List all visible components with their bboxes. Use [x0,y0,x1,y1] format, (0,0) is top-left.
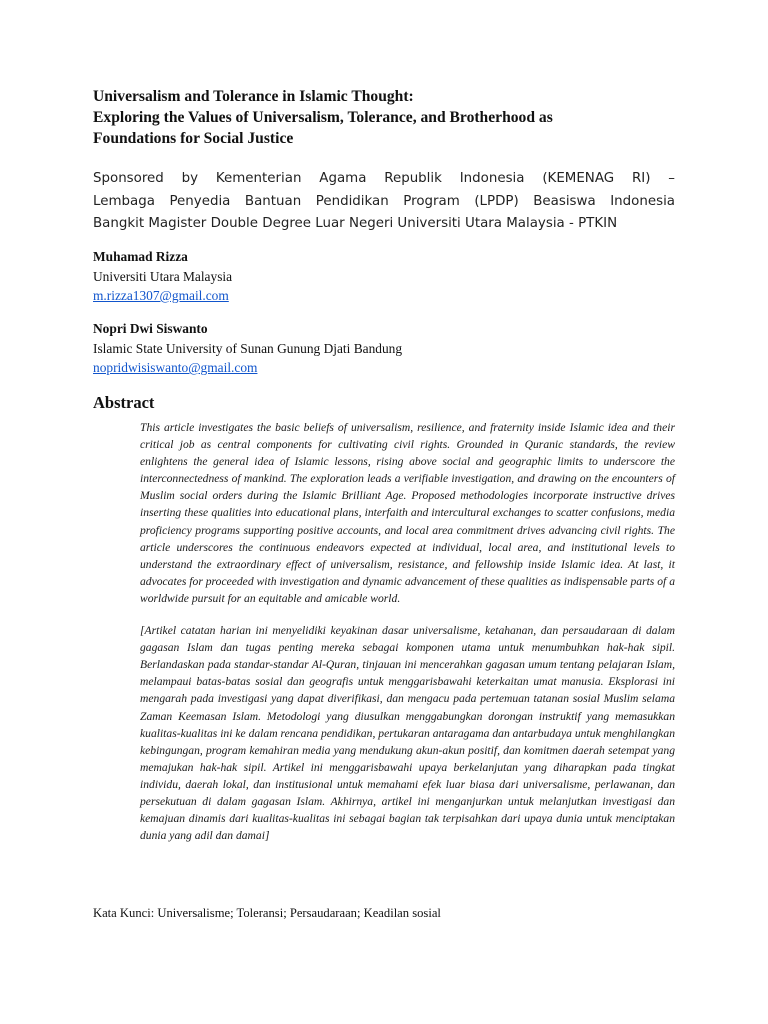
sponsor-statement [93,168,675,236]
author-email-link[interactable]: nopridwisiswanto@gmail.com [93,360,258,375]
title-line-2: Exploring the Values of Universalism, Tolerance, and Brotherhood as [93,109,553,126]
sponsor-line-1: Sponsored by Kementerian Agama Republik Indonesia (KEMENAG RI) – [93,171,675,186]
paper-title [93,86,693,149]
author-affiliation: Universiti Utara Malaysia [93,268,233,284]
author-name: Nopri Dwi Siswanto [93,321,208,336]
author-name: Muhamad Rizza [93,249,188,264]
abstract-indonesian: [Artikel catatan harian ini menyelidiki keyakinan dasar universalisme, ketahanan, dan persaudaraan di dalam gagasan Islam dan tugas penting mereka sebagai komponen utama untuk menumbuhkan hak-hak sipil. Berlandaskan pada standar-standar Al-Quran, tinjauan ini mencerahkan gagasan umum tentang pelajaran Islam, melampaui batas-batas sosial dan geografis untuk menggarisbawahi keterkaitan umat manusia. Eksplorasi ini mengarah pada investigasi yang dapat diverifikasi, dan mengacu pada pertemuan tatanan sosial Muslim selama Zaman Keemasan Islam. Metodologi yang diusulkan menggabungkan dorongan instruktif yang memasukkan kualitas-kualitas ini ke dalam rencana pendidikan, pertukaran antaragama dan antarbudaya untuk menghilangkan kebingungan, program kemahiran media yang mendukung akun-akun positif, dan komitmen daerah setempat yang memajukan hak-hak sipil. Artikel ini menggarisbawahi upaya berkelanjutan yang diharapkan pada tingkat individu, daerah lokal, dan institusional untuk memahami efek luar biasa dari universalisme, perlawanan, dan persekutuan di dalam gagasan Islam. Akhirnya, artikel ini menganjurkan untuk melanjutkan investigasi dan kemajuan dinamis dari kualitas-kualitas ini sebagai bagian tak terpisahkan dari upaya dunia untuk menciptakan dunia yang adil dan damai] [140,624,675,843]
title-line-1: Universalism and Tolerance in Islamic Thought: [93,88,414,105]
abstract-english: This article investigates the basic beliefs of universalism, resilience, and fraternity inside Islamic idea and their critical job as central components for cultivating civil rights. Grounded in Quranic standards, the review enlightens the general idea of Islamic lessons, rising above social and geographic limits to underscore the interconnectedness of mankind. The exploration leads a verifiable investigation, and drawing on the encounters of Muslim social orders during the Islamic Brilliant Age. Proposed methodologies incorporate instructive drives inserting these qualities into educational plans, interfaith and intercultural exchanges to scatter confusions, media proficiency programs supporting positive accounts, and local area commitment drives advancing civil rights. The article underscores the continuous endeavors expected at individual, local area, and institutional levels to understand the extraordinary effect of universalism, resistance, and fellowship inside Islamic idea. At last, it advocates for proceeded with investigation and dynamic advancement of these qualities as indispensable parts of a worldwide pursuit for an equitable and amicable world. [140,421,675,605]
author-block-2 [93,319,693,378]
sponsor-line-2: Lembaga Penyedia Bantuan Pendidikan Program (LPDP) Beasiswa Indonesia [93,193,675,209]
keywords: Kata Kunci: Universalisme; Toleransi; Persaudaraan; Keadilan sosial [93,906,441,920]
author-email-link[interactable]: m.rizza1307@gmail.com [93,288,229,303]
title-line-3: Foundations for Social Justice [93,130,294,147]
abstract-body [140,419,675,844]
author-block-1 [93,247,693,306]
author-affiliation: Islamic State University of Sunan Gunung Djati Bandung [93,340,403,356]
abstract-heading: Abstract [93,393,155,412]
sponsor-line-3: Bangkit Magister Double Degree Luar Negeri Universiti Utara Malaysia - PTKIN [93,216,618,231]
